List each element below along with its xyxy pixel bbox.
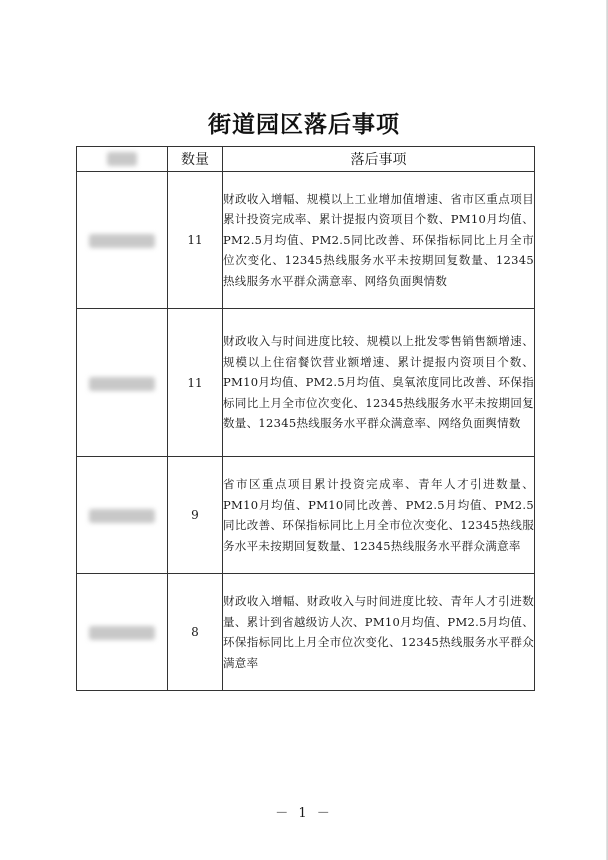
header-name-cell — [77, 147, 168, 172]
count-cell: 8 — [168, 574, 223, 691]
redacted-name — [89, 377, 155, 391]
redacted-name-cell — [77, 309, 168, 457]
header-items: 落后事项 — [223, 147, 535, 172]
count-cell: 9 — [168, 457, 223, 574]
redacted-name — [89, 234, 155, 248]
table-row — [77, 457, 535, 574]
table-header-row — [77, 147, 535, 172]
items-cell: 财政收入与时间进度比较、规模以上批发零售销售额增速、规模以上住宿餐饮营业额增速、累计提报内资项目个数、PM10月均值、PM2.5月均值、臭氧浓度同比改善、环保指标同比上月全市位次变化、12345热线服务水平未按期回复数量、12345热线服务水平群众满意率、网络负面舆情数 — [223, 309, 535, 457]
redacted-header-label — [107, 152, 137, 166]
page-title: 街道园区落后事项 — [208, 111, 400, 138]
redacted-name — [89, 626, 155, 640]
table-row — [77, 309, 535, 457]
redacted-name-cell — [77, 574, 168, 691]
count-cell: 11 — [168, 309, 223, 457]
redacted-name-cell — [77, 172, 168, 309]
header-count: 数量 — [168, 147, 223, 172]
lagging-items-table — [76, 146, 535, 691]
redacted-name — [89, 509, 155, 523]
table-row — [77, 574, 535, 691]
redacted-name-cell — [77, 457, 168, 574]
page-number: － 1 － — [275, 806, 333, 821]
count-cell: 11 — [168, 172, 223, 309]
items-cell: 省市区重点项目累计投资完成率、青年人才引进数量、PM10月均值、PM10同比改善、PM2.5月均值、PM2.5同比改善、环保指标同比上月全市位次变化、12345热线服务水平未按期回复数量、12345热线服务水平群众满意率 — [223, 457, 535, 574]
items-cell: 财政收入增幅、规模以上工业增加值增速、省市区重点项目累计投资完成率、累计提报内资项目个数、PM10月均值、PM2.5月均值、PM2.5同比改善、环保指标同比上月全市位次变化、12345热线服务水平未按期回复数量、12345热线服务水平群众满意率、网络负面舆情数 — [223, 172, 535, 309]
table-row — [77, 172, 535, 309]
items-cell: 财政收入增幅、财政收入与时间进度比较、青年人才引进数量、累计到省越级访人次、PM10月均值、PM2.5月均值、环保指标同比上月全市位次变化、12345热线服务水平群众满意率 — [223, 574, 535, 691]
